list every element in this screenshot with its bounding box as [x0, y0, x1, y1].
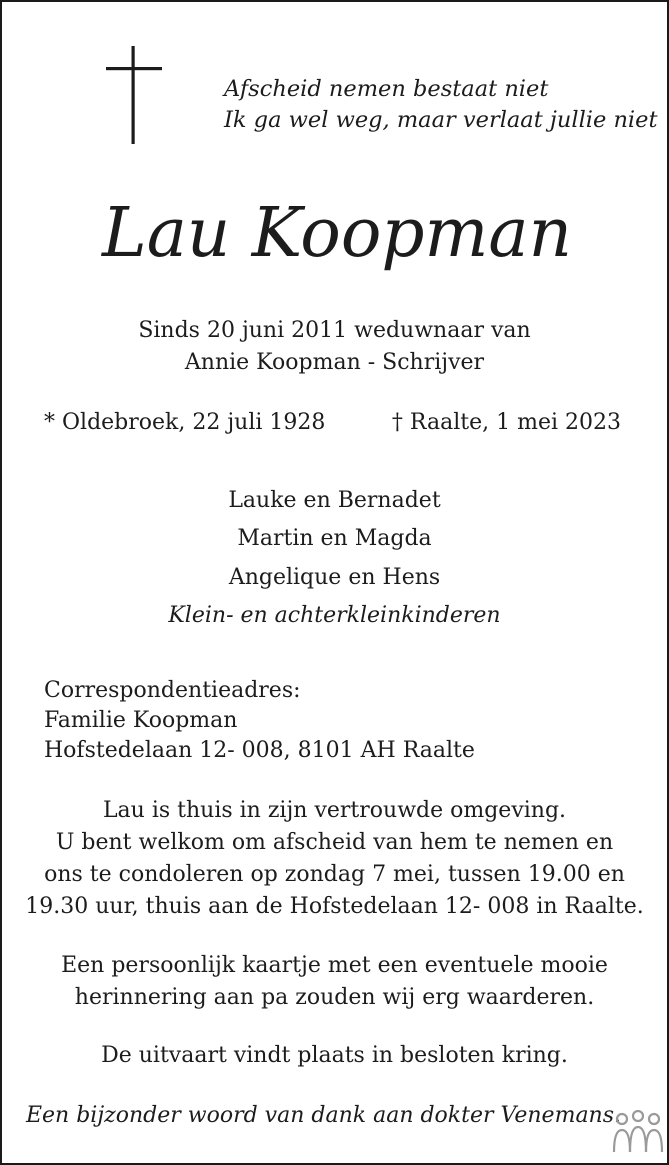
motto-line-1: Afscheid nemen bestaat niet	[224, 76, 549, 102]
widower-line-2: Annie Koopman - Schrijver	[184, 350, 485, 375]
birth-info: * Oldebroek, 22 juli 1928	[44, 410, 326, 435]
family-name-1: Lauke en Bernadet	[228, 488, 441, 513]
motto	[224, 74, 658, 136]
grandchildren-line: Klein- en achterkleinkinderen	[168, 603, 501, 628]
thanks-line: Een bijzonder woord van dank aan dokter Venemans.	[25, 1103, 622, 1128]
family-name-3: Angelique en Hens	[228, 565, 441, 590]
visit-line-3: ons te condoleren op zondag 7 mei, tussen 19.00 en	[44, 862, 625, 887]
visit-line-1: Lau is thuis in zijn vertrouwde omgeving.	[102, 798, 567, 823]
visit-line-4: 19.30 uur, thuis aan de Hofstedelaan 12- 008 in Raalte.	[25, 894, 644, 919]
family-people-icon	[611, 1110, 665, 1156]
widower-line-1: Sinds 20 juni 2011 weduwnaar van	[138, 318, 531, 343]
card-request-line-2: herinnering aan pa zouden wij erg waarderen.	[74, 985, 595, 1010]
cross-icon	[106, 46, 162, 144]
funeral-notice: De uitvaart vindt plaats in besloten kring.	[101, 1043, 568, 1068]
deceased-name-text: Lau Koopman	[100, 194, 572, 273]
correspondence-name: Familie Koopman	[44, 708, 238, 733]
correspondence-address: Hofstedelaan 12- 008, 8101 AH Raalte	[44, 738, 475, 763]
family-name-2: Martin en Magda	[237, 526, 432, 551]
death-info: † Raalte, 1 mei 2023	[391, 410, 621, 435]
correspondence-label: Correspondentieadres:	[44, 678, 301, 703]
visit-line-2: U bent welkom om afscheid van hem te nemen en	[55, 830, 614, 855]
deceased-name	[97, 184, 577, 284]
card-request-line-1: Een persoonlijk kaartje met een eventuele mooie	[61, 953, 608, 978]
motto-line-2: Ik ga wel weg, maar verlaat jullie niet	[224, 107, 658, 133]
